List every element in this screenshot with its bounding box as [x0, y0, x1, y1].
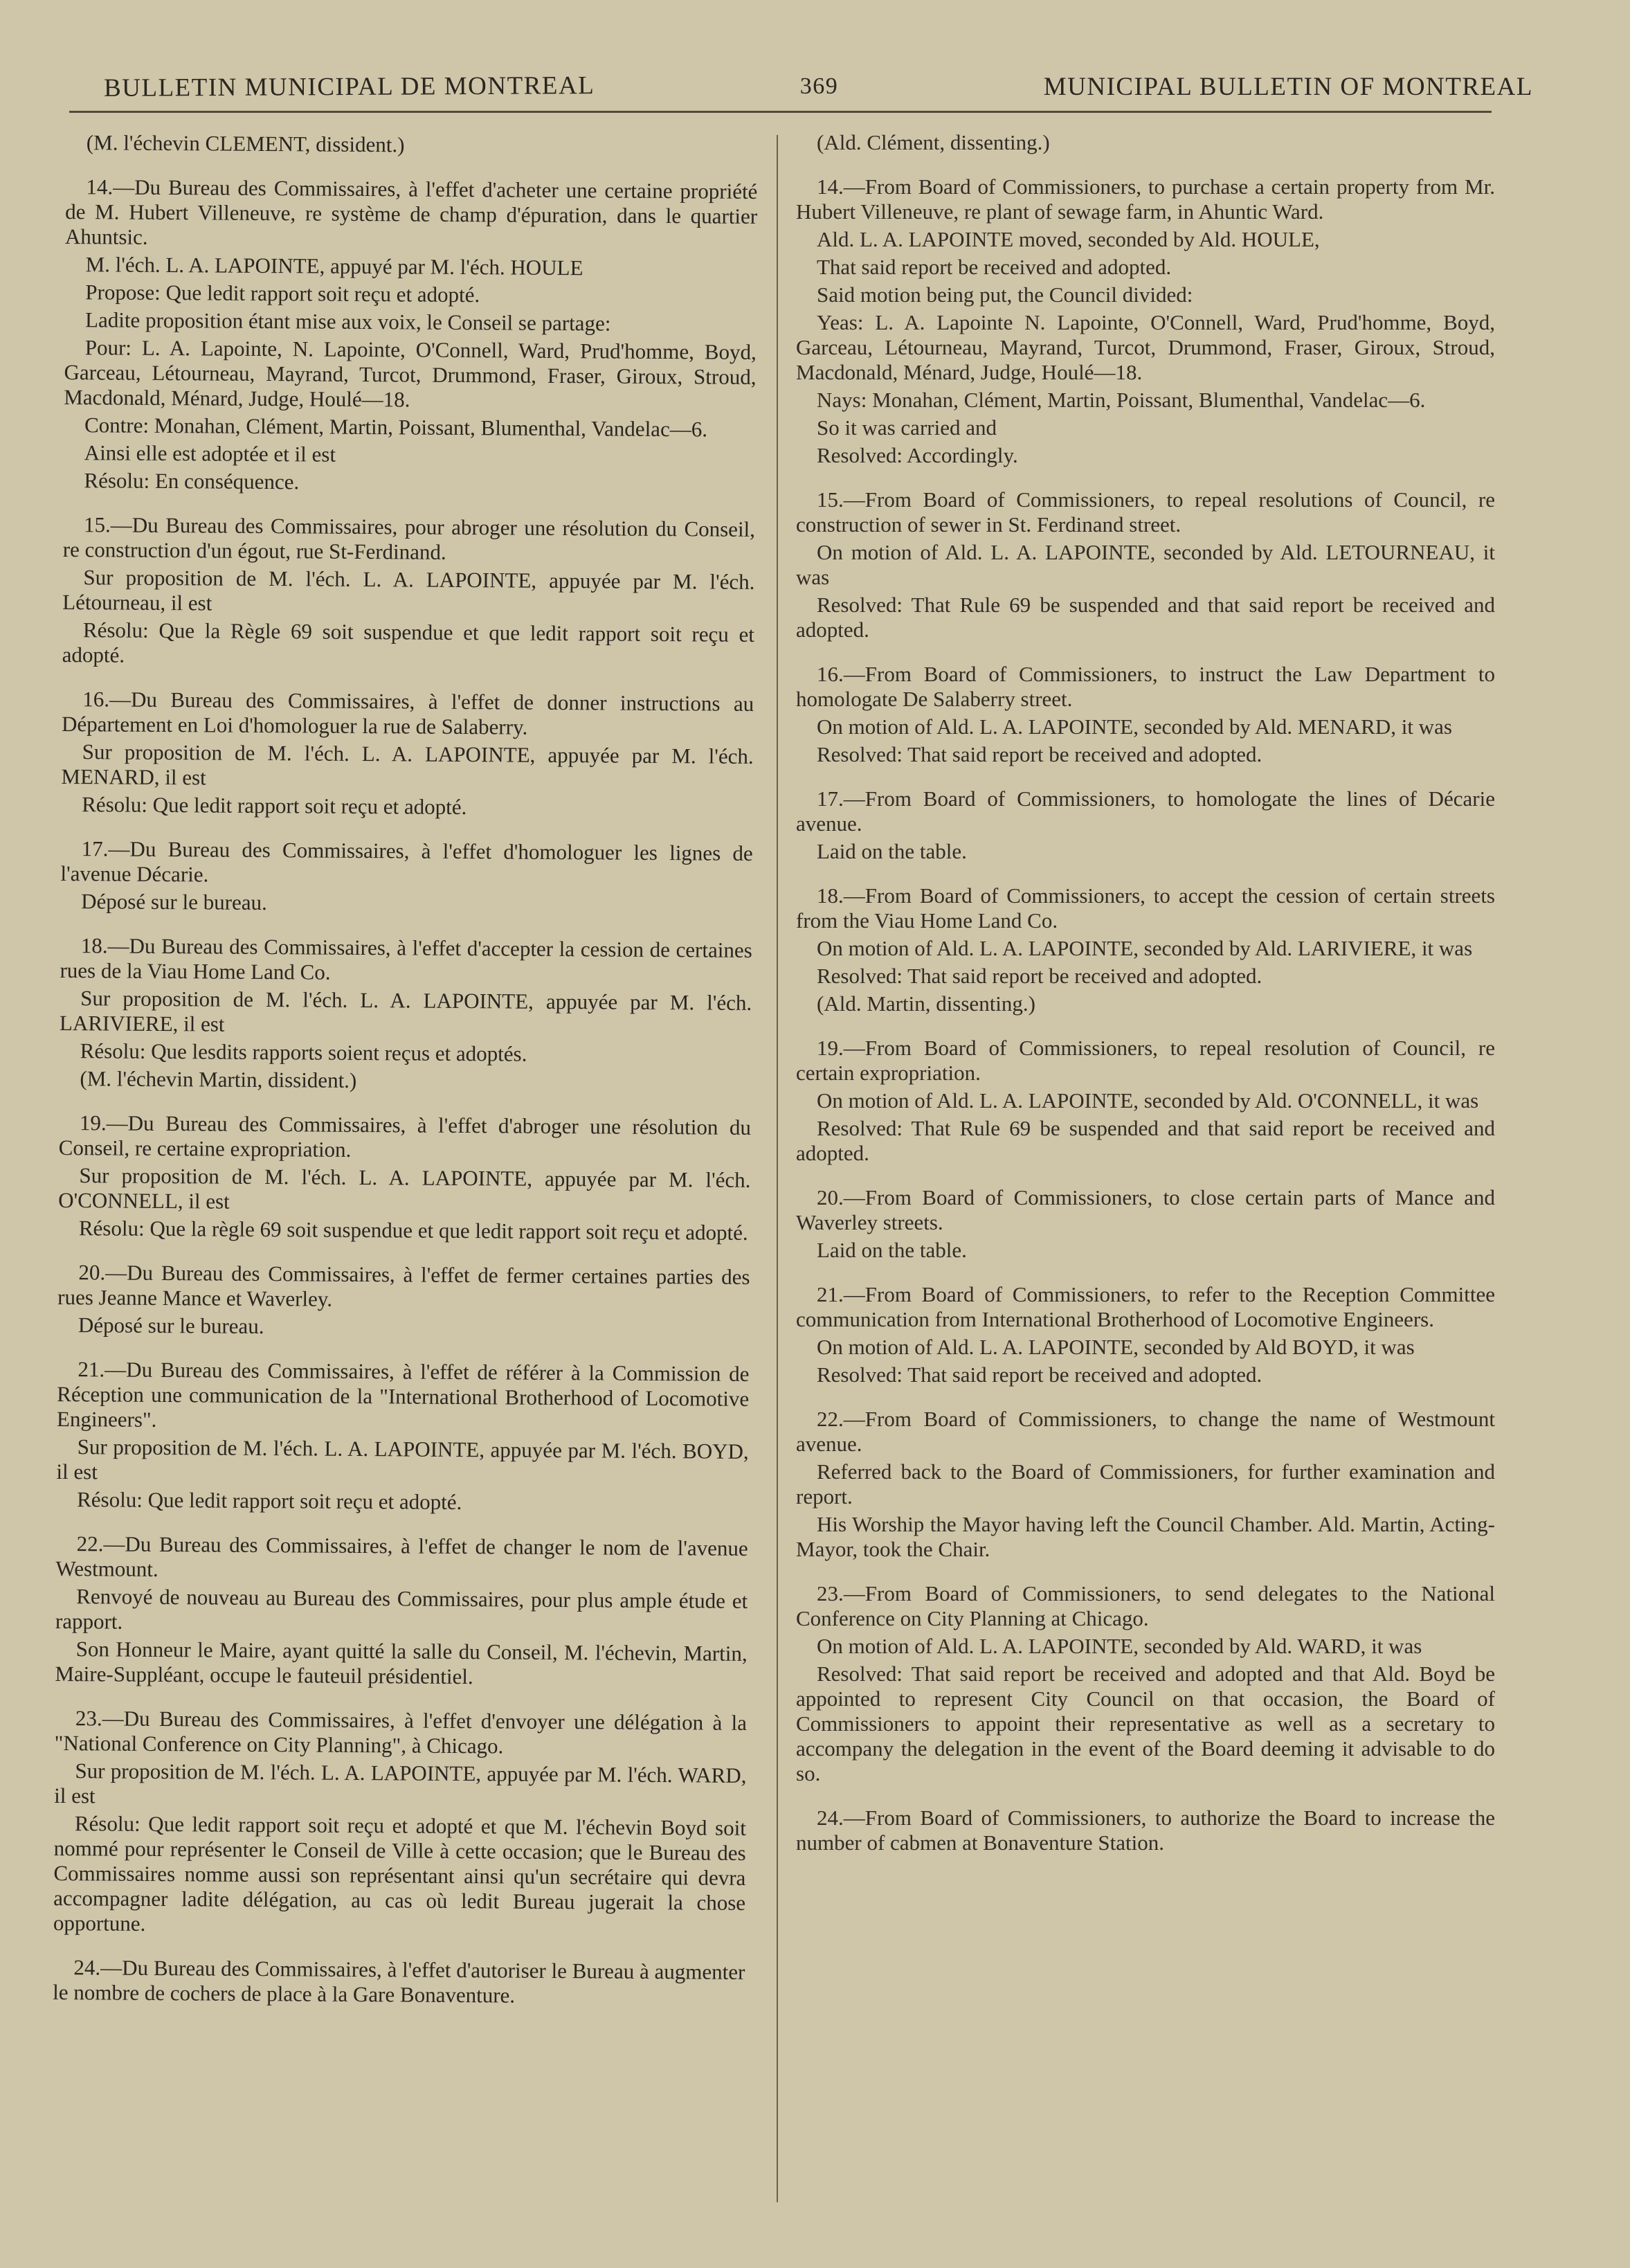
header-rule — [69, 111, 1492, 113]
french-paragraph: Déposé sur le bureau. — [78, 1313, 264, 1339]
french-paragraph: 23.—Du Bureau des Commissaires, à l'effet d'envoyer une délégation à la "National Conference on City Planning", à Chicago. — [54, 1706, 748, 1758]
header-english-title: MUNICIPAL BULLETIN OF MONTREAL — [1043, 72, 1533, 101]
english-paragraph: Resolved: Accordingly. — [817, 443, 1018, 467]
english-paragraph: Referred back to the Board of Commissioners, for further examination and report. — [796, 1459, 1495, 1509]
french-paragraph: Résolu: Que ledit rapport soit reçu et adopté et que M. l'échevin Boyd soit nommé pour représenter le Conseil de Ville à cette occasion; que le Bureau des Commissaires nomme aussi son représentant ainsi qu'un secrétaire qui devra accompagner ladite délégation, au cas où ledit Bureau jugerait la chose opportune. — [53, 1811, 747, 1936]
english-paragraph: On motion of Ald. L. A. LAPOINTE, seconded by Ald BOYD, it was — [817, 1335, 1415, 1359]
french-paragraph: Renvoyé de nouveau au Bureau des Commissaires, pour plus ample étude et rapport. — [55, 1584, 748, 1634]
french-paragraph: Propose: Que ledit rapport soit reçu et adopté. — [85, 280, 480, 307]
english-paragraph: Resolved: That said report be received and adopted and that Ald. Boyd be appointed to represent City Council on that occasion, the Board of Commissioners to appoint their representative as well as a secretary to accompany the delegation in the event of the Board deeming it advisable to do so. — [796, 1662, 1495, 1785]
french-paragraph: 18.—Du Bureau des Commissaires, à l'effet d'accepter la cession de certaines rues de la Viau Home Land Co. — [60, 933, 752, 984]
english-paragraph: 19.—From Board of Commissioners, to repeal resolution of Council, re certain expropriation. — [796, 1036, 1495, 1085]
english-paragraph: That said report be received and adopted. — [817, 255, 1172, 279]
english-column — [796, 130, 1495, 2199]
french-paragraph: Résolu: Que ledit rapport soit reçu et adopté. — [82, 792, 467, 820]
french-column — [51, 130, 758, 2204]
english-paragraph: On motion of Ald. L. A. LAPOINTE, seconded by Ald. LARIVIERE, it was — [817, 936, 1473, 960]
french-paragraph: Pour: L. A. Lapointe, N. Lapointe, O'Connell, Ward, Prud'homme, Boyd, Garceau, Létourneau, Mayrand, Turcot, Drummond, Fraser, Giroux, Stroud, Macdonald, Ménard, Judge, Houlé—18. — [64, 335, 757, 412]
header-french-title: BULLETIN MUNICIPAL DE MONTREAL — [103, 71, 595, 102]
english-paragraph: On motion of Ald. L. A. LAPOINTE, seconded by Ald. LETOURNEAU, it was — [796, 540, 1495, 589]
french-paragraph: Résolu: Que la règle 69 soit suspendue et que ledit rapport soit reçu et adopté. — [78, 1216, 748, 1245]
french-paragraph: 21.—Du Bureau des Commissaires, à l'effet de référer à la Commission de Réception une communication de la "International Brotherhood of Locomotive Engineers". — [56, 1357, 750, 1432]
english-paragraph: 20.—From Board of Commissioners, to close certain parts of Mance and Waverley streets. — [796, 1185, 1495, 1234]
french-paragraph: Résolu: Que ledit rapport soit reçu et adopté. — [77, 1487, 462, 1515]
french-paragraph: Sur proposition de M. l'éch. L. A. LAPOINTE, appuyée par M. l'éch. WARD, il est — [54, 1758, 747, 1808]
column-divider — [777, 135, 778, 2202]
french-paragraph: 22.—Du Bureau des Commissaires, à l'effet de changer le nom de l'avenue Westmount. — [55, 1531, 748, 1581]
english-paragraph: 17.—From Board of Commissioners, to homologate the lines of Décarie avenue. — [796, 786, 1495, 836]
english-paragraph: 14.—From Board of Commissioners, to purchase a certain property from Mr. Hubert Villeneuve, re plant of sewage farm, in Ahuntic Ward. — [796, 174, 1495, 224]
french-paragraph: 19.—Du Bureau des Commissaires, à l'effet d'abroger une résolution du Conseil, re certaine expropriation. — [58, 1110, 752, 1162]
english-paragraph: Resolved: That said report be received and adopted. — [817, 1362, 1262, 1387]
english-paragraph: Said motion being put, the Council divided: — [817, 282, 1193, 307]
french-paragraph: 16.—Du Bureau des Commissaires, à l'effet de donner instructions au Département en Loi d'homologuer la rue de Salaberry. — [61, 687, 754, 739]
english-paragraph: Resolved: That said report be received and adopted. — [817, 742, 1262, 766]
french-paragraph: Résolu: En conséquence. — [84, 468, 300, 494]
french-paragraph: Sur proposition de M. l'éch. L. A. LAPOINTE, appuyée par M. l'éch. LARIVIERE, il est — [59, 986, 752, 1036]
english-paragraph: Nays: Monahan, Clément, Martin, Poissant, Blumenthal, Vandelac—6. — [817, 388, 1426, 412]
english-paragraph: Resolved: That Rule 69 be suspended and that said report be received and adopted. — [796, 1116, 1495, 1165]
french-paragraph: 24.—Du Bureau des Commissaires, à l'effet d'autoriser le Bureau à augmenter le nombre de cochers de place à la Gare Bonaventure. — [53, 1955, 745, 2008]
english-paragraph: Resolved: That Rule 69 be suspended and that said report be received and adopted. — [796, 593, 1495, 642]
english-paragraph: 22.—From Board of Commissioners, to change the name of Westmount avenue. — [796, 1407, 1495, 1456]
english-paragraph: 16.—From Board of Commissioners, to instruct the Law Department to homologate De Salaberry street. — [796, 662, 1495, 711]
english-paragraph: On motion of Ald. L. A. LAPOINTE, seconded by Ald. WARD, it was — [817, 1634, 1422, 1658]
english-paragraph: 21.—From Board of Commissioners, to refer to the Reception Committee communication from International Brotherhood of Locomotive Engineers. — [796, 1282, 1495, 1331]
french-paragraph: Contre: Monahan, Clément, Martin, Poissant, Blumenthal, Vandelac—6. — [84, 413, 708, 442]
english-paragraph: 24.—From Board of Commissioners, to authorize the Board to increase the number of cabmen at Bonaventure Station. — [796, 1806, 1495, 1855]
french-paragraph: Déposé sur le bureau. — [81, 889, 267, 915]
french-paragraph: 14.—Du Bureau des Commissaires, à l'effet d'acheter une certaine propriété de M. Hubert Villeneuve, re système de champ d'épuration, dans le quartier Ahuntsic. — [64, 174, 758, 249]
english-paragraph: 15.—From Board of Commissioners, to repeal resolutions of Council, re construction of sewer in St. Ferdinand street. — [796, 487, 1495, 537]
french-paragraph: Ladite proposition étant mise aux voix, le Conseil se partage: — [84, 307, 611, 336]
page-header — [104, 62, 1533, 111]
english-paragraph: (Ald. Clément, dissenting.) — [817, 130, 1050, 154]
english-paragraph: Resolved: That said report be received and adopted. — [817, 964, 1262, 988]
english-paragraph: On motion of Ald. L. A. LAPOINTE, seconded by Ald. O'CONNELL, it was — [817, 1088, 1479, 1113]
french-paragraph: (M. l'échevin CLEMENT, dissident.) — [86, 130, 405, 157]
french-paragraph: Sur proposition de M. l'éch. L. A. LAPOINTE, appuyée par M. l'éch. Létourneau, il est — [62, 565, 755, 615]
english-paragraph: 23.—From Board of Commissioners, to send delegates to the National Conference on City Planning at Chicago. — [796, 1581, 1495, 1630]
page-number: 369 — [799, 73, 839, 99]
english-paragraph: Yeas: L. A. Lapointe N. Lapointe, O'Connell, Ward, Prud'homme, Boyd, Garceau, Létourneau, Mayrand, Turcot, Drummond, Fraser, Giroux, Stroud, Macdonald, Ménard, Judge, Houlé—18. — [796, 310, 1495, 384]
english-paragraph: Laid on the table. — [817, 1238, 967, 1262]
french-paragraph: 20.—Du Bureau des Commissaires, à l'effet de fermer certaines parties des rues Jeanne Mance et Waverley. — [57, 1260, 750, 1311]
french-paragraph: 17.—Du Bureau des Commissaires, à l'effet d'homologuer les lignes de l'avenue Décarie. — [60, 836, 753, 887]
french-paragraph: M. l'éch. L. A. LAPOINTE, appuyé par M. l'éch. HOULE — [85, 252, 583, 280]
english-paragraph: His Worship the Mayor having left the Council Chamber. Ald. Martin, Acting-Mayor, took the Chair. — [796, 1512, 1495, 1561]
english-paragraph: Ald. L. A. LAPOINTE moved, seconded by Ald. HOULE, — [817, 227, 1320, 251]
english-paragraph: So it was carried and — [817, 415, 997, 440]
english-paragraph: On motion of Ald. L. A. LAPOINTE, seconded by Ald. MENARD, it was — [817, 714, 1452, 739]
french-paragraph: Résolu: Que lesdits rapports soient reçus et adoptés. — [80, 1038, 527, 1066]
french-paragraph: Ainsi elle est adoptée et il est — [84, 440, 336, 467]
english-paragraph: (Ald. Martin, dissenting.) — [817, 991, 1035, 1016]
french-paragraph: Sur proposition de M. l'éch. L. A. LAPOINTE, appuyée par M. l'éch. MENARD, il est — [61, 739, 754, 790]
french-paragraph: Son Honneur le Maire, ayant quitté la salle du Conseil, M. l'échevin, Martin, Maire-Suppléant, occupe le fauteuil présidentiel. — [55, 1637, 748, 1689]
english-paragraph: Laid on the table. — [817, 839, 967, 863]
english-paragraph: 18.—From Board of Commissioners, to accept the cession of certain streets from the Viau Home Land Co. — [796, 883, 1495, 933]
french-paragraph: (M. l'échevin Martin, dissident.) — [80, 1066, 357, 1092]
french-paragraph: Sur proposition de M. l'éch. L. A. LAPOINTE, appuyée par M. l'éch. BOYD, il est — [56, 1434, 749, 1484]
french-paragraph: Sur proposition de M. l'éch. L. A. LAPOINTE, appuyée par M. l'éch. O'CONNELL, il est — [58, 1163, 751, 1214]
french-paragraph: 15.—Du Bureau des Commissaires, pour abroger une résolution du Conseil, re construction d'un égout, rue St-Ferdinand. — [62, 512, 756, 564]
french-paragraph: Résolu: Que la Règle 69 soit suspendue et que ledit rapport soit reçu et adopté. — [62, 618, 755, 667]
